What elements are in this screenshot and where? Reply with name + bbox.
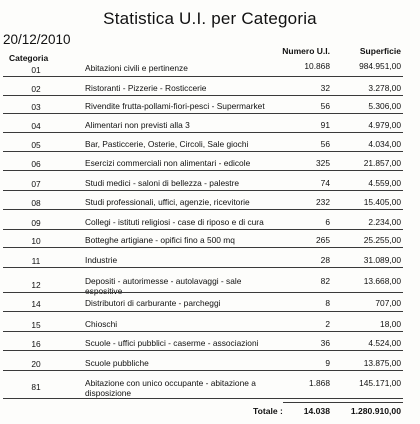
- row-divider: [3, 370, 403, 371]
- row-divider: [3, 209, 403, 210]
- category-description: Alimentari non previsti alla 3: [85, 120, 190, 130]
- surface-value: 4.979,00: [368, 120, 401, 130]
- category-description: Rivendite frutta-pollami-fiori-pesci - Supermarket: [85, 101, 265, 111]
- category-code: 10: [31, 236, 41, 246]
- unit-count: 232: [316, 197, 330, 207]
- surface-value: 5.306,00: [368, 101, 401, 111]
- category-description: Depositi - autorimesse - autolavaggi - sale espositive: [85, 276, 242, 296]
- surface-value: 15.405,00: [363, 197, 401, 207]
- row-divider: [3, 247, 403, 248]
- category-description: Distributori di carburante - parcheggi: [85, 298, 221, 308]
- row-divider: [3, 229, 403, 230]
- category-description: Collegi - istituti religiosi - case di riposo e di cura: [85, 217, 264, 227]
- unit-count: 91: [320, 120, 330, 130]
- category-code: 20: [31, 359, 41, 369]
- totals-label: Totale :: [253, 406, 283, 416]
- header-superficie: Superficie: [359, 46, 401, 56]
- row-divider: [3, 113, 403, 114]
- category-description: Esercizi commerciali non alimentari - edicole: [85, 158, 251, 168]
- unit-count: 74: [320, 178, 330, 188]
- category-description: Studi medici - saloni di bellezza - palestre: [85, 178, 240, 188]
- category-description: Chioschi: [85, 319, 118, 329]
- category-description: Ristoranti - Pizzerie - Rosticcerie: [85, 83, 207, 93]
- row-divider: [3, 132, 403, 133]
- surface-value: 25.255,00: [363, 235, 401, 245]
- totals-divider: [283, 402, 403, 403]
- row-divider: [3, 398, 403, 399]
- category-code: 09: [31, 218, 41, 228]
- row-divider: [3, 151, 403, 152]
- surface-value: 13.668,00: [363, 276, 401, 286]
- unit-count: 28: [320, 255, 330, 265]
- row-divider: [3, 95, 403, 96]
- row-divider: [3, 267, 403, 268]
- surface-value: 2.234,00: [368, 217, 401, 227]
- row-divider: [3, 331, 403, 332]
- unit-count: 265: [316, 235, 330, 245]
- unit-count: 2: [325, 319, 330, 329]
- totals-number: 14.038: [303, 406, 330, 416]
- header-categoria: Categoria: [9, 53, 49, 63]
- unit-count: 8: [325, 298, 330, 308]
- unit-count: 9: [325, 358, 330, 368]
- row-divider: [3, 76, 403, 77]
- unit-count: 6: [325, 217, 330, 227]
- report-date: 20/12/2010: [3, 32, 71, 47]
- surface-value: 3.278,00: [368, 83, 401, 93]
- surface-value: 145.171,00: [359, 378, 401, 388]
- unit-count: 10.868: [304, 61, 330, 71]
- category-code: 11: [31, 256, 41, 266]
- row-divider: [3, 311, 403, 312]
- row-divider: [3, 292, 403, 293]
- row-divider: [3, 170, 403, 171]
- category-code: 16: [31, 339, 41, 349]
- report-title: Statistica U.I. per Categoria: [103, 9, 317, 28]
- header-numero-ui: Numero U.I.: [282, 46, 330, 56]
- unit-count: 56: [320, 101, 330, 111]
- category-code: 05: [31, 140, 41, 150]
- unit-count: 1.868: [309, 378, 330, 388]
- category-code: 07: [31, 179, 41, 189]
- category-description: Abitazioni civili e pertinenze: [85, 63, 188, 73]
- surface-value: 4.034,00: [368, 139, 401, 149]
- surface-value: 4.559,00: [368, 178, 401, 188]
- category-code: 06: [31, 159, 41, 169]
- category-code: 04: [31, 121, 41, 131]
- category-description: Studi professionali, uffici, agenzie, ricevitorie: [85, 197, 250, 207]
- category-description: Botteghe artigiane - opifici fino a 500 mq: [85, 235, 235, 245]
- unit-count: 82: [320, 276, 330, 286]
- category-code: 81: [31, 382, 41, 392]
- category-code: 02: [31, 84, 41, 94]
- totals-surface: 1.280.910,00: [350, 406, 401, 416]
- category-description: Scuole - uffici pubblici - caserme - associazioni: [85, 338, 259, 348]
- category-code: 14: [31, 299, 41, 309]
- unit-count: 56: [320, 139, 330, 149]
- surface-value: 21.857,00: [363, 158, 401, 168]
- category-description: Industrie: [85, 255, 118, 265]
- surface-value: 18,00: [380, 319, 401, 329]
- unit-count: 36: [320, 338, 330, 348]
- unit-count: 325: [316, 158, 330, 168]
- surface-value: 13.875,00: [363, 358, 401, 368]
- category-description: Abitazione con unico occupante - abitazione a disposizione: [85, 378, 256, 398]
- category-description: Bar, Pasticcerie, Osterie, Circoli, Sale giochi: [85, 139, 249, 149]
- category-code: 08: [31, 198, 41, 208]
- category-code: 01: [31, 65, 41, 75]
- surface-value: 31.089,00: [363, 255, 401, 265]
- category-code: 03: [31, 102, 41, 112]
- surface-value: 707,00: [375, 298, 401, 308]
- row-divider: [3, 190, 403, 191]
- surface-value: 984.951,00: [359, 61, 401, 71]
- category-description: Scuole pubbliche: [85, 358, 149, 368]
- row-divider: [3, 350, 403, 351]
- surface-value: 4.524,00: [368, 338, 401, 348]
- category-code: 12: [31, 280, 41, 290]
- unit-count: 32: [320, 83, 330, 93]
- category-code: 15: [31, 320, 41, 330]
